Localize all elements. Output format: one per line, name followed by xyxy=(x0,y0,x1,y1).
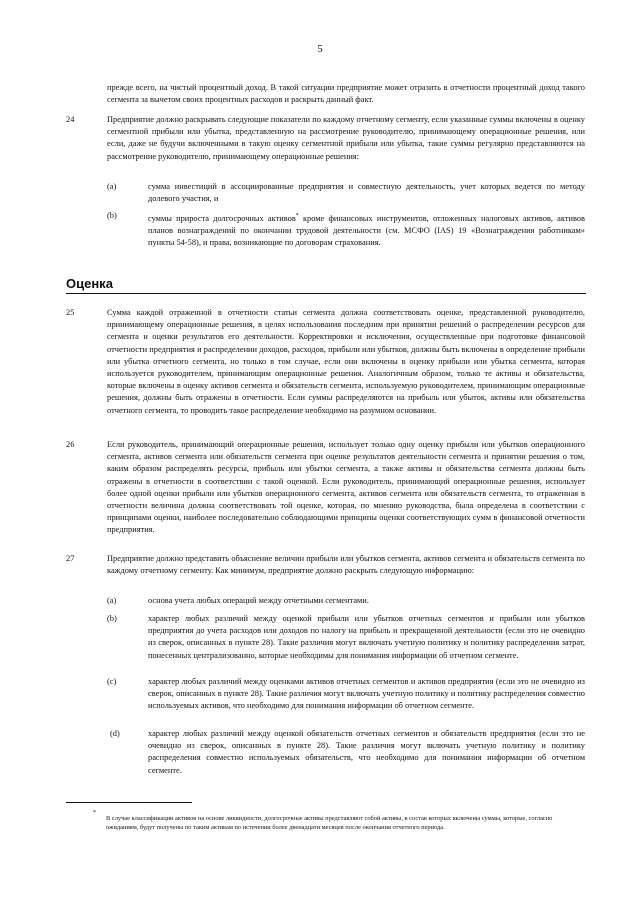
footnote-reference: * xyxy=(295,213,299,219)
item-text: основа учета любых операций между отчетными сегментами. xyxy=(148,596,369,605)
paragraph-25: Сумма каждой отраженной в отчетности статьи сегмента должна соответствовать оценке, представленной руководителю, принимающему операционные решения, в целях использования последним при принятии решений о распределении ресурсов для сегмента и оценки результатов его деятельности. Корректировки и исключения, осуществленные при подготовке финансовой отчетности предприятия и распределении доходов, расходов, прибыли или убытков, должны быть включены в определение прибыли или убытка отчетного сегмента, но только в том случае, если они включены в оценку прибыли или убытка сегмента, которая используется руководителем, принимающим операционные решения. Аналогичным образом, только те активы и обязательства, которые включены в оценку активов сегмента и обязательств сегмента, используемую руководителем, принимающим операционные решения, должны быть отражены в отчетности. Если суммы распределяются на прибыль или убыток, активы или обязательства отчетного сегмента, то проводить такое распределение необходимо на разумном основании. xyxy=(107,308,585,415)
page-number: 5 xyxy=(317,44,323,55)
item-label: (b) xyxy=(107,211,117,220)
item-label: (c) xyxy=(107,677,117,686)
item-label: (a) xyxy=(107,596,117,605)
item-label: (d) xyxy=(110,729,120,738)
footnote-text: В случае классификации активов на основе ликвидности, долгосрочные активы представляют собой активы, в состав которых включены суммы, которые, согласно ожиданиям, будут получены по таким активам по истечении более двенадцати месяцев после окончания отчетного периода. xyxy=(106,815,553,832)
paragraph-number-26: 26 xyxy=(66,440,75,449)
section-title: Оценка xyxy=(66,276,113,291)
paragraph-27: Предприятие должно представить объяснение величин прибыли или убытков сегмента, активов сегмента и обязательств сегмента по каждому отчетному сегменту. Как минимум, предприятие должно раскрыть следующую информацию: xyxy=(107,554,585,576)
footnote-divider xyxy=(66,802,192,803)
paragraph-number-24: 24 xyxy=(66,115,75,124)
item-text xyxy=(148,210,585,249)
item-label: (a) xyxy=(107,182,117,191)
section-divider xyxy=(66,293,586,294)
footnote-mark: * xyxy=(93,810,96,816)
item-label: (b) xyxy=(107,614,117,623)
item-text-part: суммы прироста долгосрочных активов xyxy=(148,213,296,223)
paragraph-number-27: 27 xyxy=(66,554,75,563)
item-text-part: кроме финансовых инструментов, отложенных налоговых активов, активов планов вознаграждений по окончании трудовой деятельности (см. МСФО (IAS) 19 «Вознаграждения работникам» пункты 54-58), и права, возникающие по договорам страхования. xyxy=(148,213,585,248)
intro-paragraph: прежде всего, на чистый процентный доход. В такой ситуации предприятие может отразить в отчетности процентный доход такого сегмента за вычетом своих процентных расходов и раскрыть данный факт. xyxy=(107,83,585,105)
item-text: характер любых различий между оценкой прибыли или убытков отчетных сегментов и прибыли или убытков предприятия до учета расходов или доходов по налогу на прибыль и прекращенной деятельности (если это не очевидно из сверок, описанных в пункте 28). Такие различия могут включать учетную политику и политику распределения затрат, понесенных централизованно, которые необходимы для понимания информации об отчетном сегменте. xyxy=(148,614,585,660)
item-text: сумма инвестиций в ассоциированные предприятия и совместную деятельность, учет которых ведется по методу долевого участия, и xyxy=(148,182,585,204)
item-text: характер любых различий между оценкой обязательств отчетных сегментов и обязательств предприятия (если это не очевидно из сверок, описанных в пункте 28). Такие различия могут включать учетную политику и политику распределения совместно используемых обязательств, что необходимо для понимания информации об отчетном сегменте. xyxy=(148,729,585,775)
paragraph-24: Предприятие должно раскрывать следующие показатели по каждому отчетному сегменту, если указанные суммы включены в оценку сегментной прибыли или убытка, представленную на рассмотрение руководителю, принимающему операционные решения, или если, даже не будучи включенными в такую оценку сегментной прибыли или убытка, такие суммы регулярно представляются на рассмотрение руководителю, принимающему операционные решения: xyxy=(107,115,585,161)
item-text: характер любых различий между оценками активов отчетных сегментов и активов предприятия (если это не очевидно из сверок, описанных в пункте 28). Такие различия могут включать учетную политику и политику распределения совместно используемых активов, что необходимо для понимания информации об отчетном сегменте. xyxy=(148,677,585,711)
paragraph-number-25: 25 xyxy=(66,308,75,317)
paragraph-26: Если руководитель, принимающий операционные решения, использует только одну оценку прибыли или убытков операционного сегмента, активов сегмента или обязательств сегмента при оценке результатов деятельности сегмента и принятии решения о том, каким образом распределять ресурсы, прибыль или убытки сегмента, а также активы и обязательства сегмента должны быть отражены в отчетности в соответствии с такой оценкой. Если руководитель, принимающий операционные решения, использует более одной оценки прибыли или убытков операционного сегмента, активов сегмента или обязательств сегмента, то отраженная в отчетности величина должна соответствовать той оценке, которая, по мнению руководства, была определена в соответствии с принципами оценки, наиболее последовательно соблюдающими принципы оценки соответствующих сумм в финансовой отчетности предприятия. xyxy=(107,440,585,535)
